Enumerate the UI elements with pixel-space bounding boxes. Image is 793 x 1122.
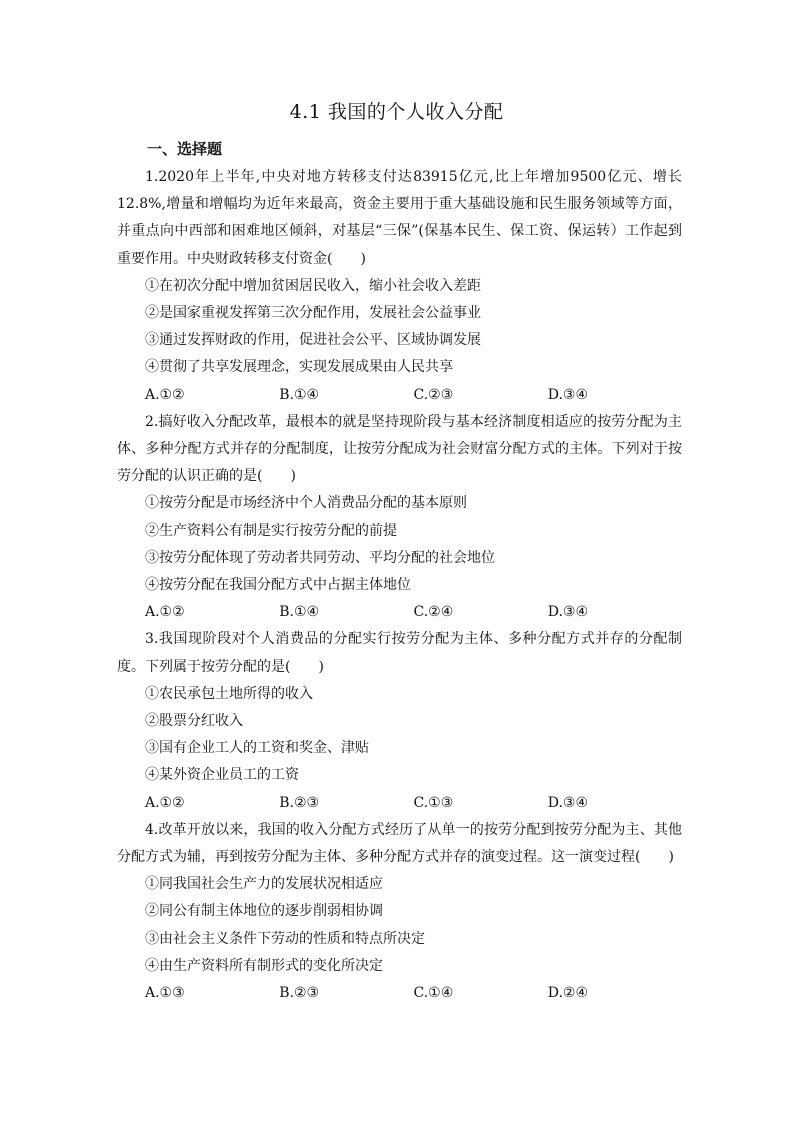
question-option: ③国有企业工人的工资和奖金、津贴 (145, 740, 369, 757)
choice-c: C.②④ (413, 604, 454, 621)
answer-choices (117, 599, 682, 626)
question-option: ③由社会主义条件下劳动的性质和特点所决定 (145, 930, 425, 947)
question-2 (117, 409, 682, 627)
choice-b: B.①④ (279, 604, 320, 621)
choice-a: A.①② (145, 386, 185, 403)
question-option: ②同公有制主体地位的逐步削弱相协调 (145, 903, 383, 920)
choice-b: B.②③ (279, 794, 320, 811)
answer-choices (117, 790, 682, 817)
question-option: ④某外资企业员工的工资 (145, 767, 299, 784)
question-1 (117, 164, 682, 409)
question-option: ④贯彻了共享发展理念，实现发展成果由人民共享 (145, 359, 453, 376)
question-option: ①在初次分配中增加贫困居民收入，缩小社会收入差距 (145, 277, 481, 294)
question-stem: 4.改革开放以来，我国的收入分配方式经历了从单一的按劳分配到按劳分配为主、其他分配方式为辅，再到按劳分配为主体、多种分配方式并存的演变过程。这一演变过程( ) (117, 821, 682, 866)
choice-b: B.②③ (279, 985, 320, 1002)
question-stem: 3.我国现阶段对个人消费品的分配实行按劳分配为主体、多种分配方式并存的分配制度。下列属于按劳分配的是( ) (117, 631, 682, 675)
question-stem: 1.2020年上半年,中央对地方转移支付达83915亿元,比上年增加9500亿元、增长12.8%,增量和增幅均为近年来最高，资金主要用于重大基础设施和民生服务领域等方面，并重点向中西部和困难地区倾斜，对基层“三保”(保基本民生、保工资、保运转）工作起到重要作用。中央财政转移支付资金( ) (117, 169, 682, 267)
choice-a: A.①② (145, 794, 185, 811)
question-list (117, 164, 682, 1007)
question-option: ③按劳分配体现了劳动者共同劳动、平均分配的社会地位 (145, 549, 495, 566)
question-stem: 2.搞好收入分配改革，最根本的就是坚持现阶段与基本经济制度相适应的按劳分配为主体、多种分配方式并存的分配制度，让按劳分配成为社会财富分配方式的主体。下列对于按劳分配的认识正确的是( ) (117, 413, 682, 485)
section-heading: 一、选择题 (147, 140, 223, 158)
choice-d: D.②④ (547, 985, 589, 1002)
question-option: ③通过发挥财政的作用，促进社会公平、区域协调发展 (145, 332, 481, 349)
choice-a: A.①③ (145, 985, 185, 1002)
question-option: ①同我国社会生产力的发展状况相适应 (145, 876, 383, 893)
choice-c: C.②③ (413, 386, 454, 403)
question-option: ④按劳分配在我国分配方式中占据主体地位 (145, 577, 411, 594)
choice-b: B.①④ (279, 386, 320, 403)
question-option: ②生产资料公有制是实行按劳分配的前提 (145, 522, 397, 539)
answer-choices (117, 382, 682, 409)
question-option: ②是国家重视发挥第三次分配作用，发展社会公益事业 (145, 305, 481, 322)
question-4 (117, 817, 682, 1007)
choice-d: D.③④ (547, 794, 589, 811)
question-option: ④由生产资料所有制形式的变化所决定 (145, 957, 383, 974)
question-option: ①按劳分配是市场经济中个人消费品分配的基本原则 (145, 495, 467, 512)
choice-c: C.①④ (413, 985, 454, 1002)
document-title: 4.1 我国的个人收入分配 (289, 101, 504, 123)
choice-a: A.①② (145, 604, 185, 621)
question-option: ②股票分红收入 (145, 713, 243, 730)
choice-d: D.③④ (547, 604, 589, 621)
choice-d: D.③④ (547, 386, 589, 403)
choice-c: C.①③ (413, 794, 454, 811)
question-option: ①农民承包土地所得的收入 (145, 685, 313, 702)
question-3 (117, 626, 682, 816)
answer-choices (117, 980, 682, 1007)
